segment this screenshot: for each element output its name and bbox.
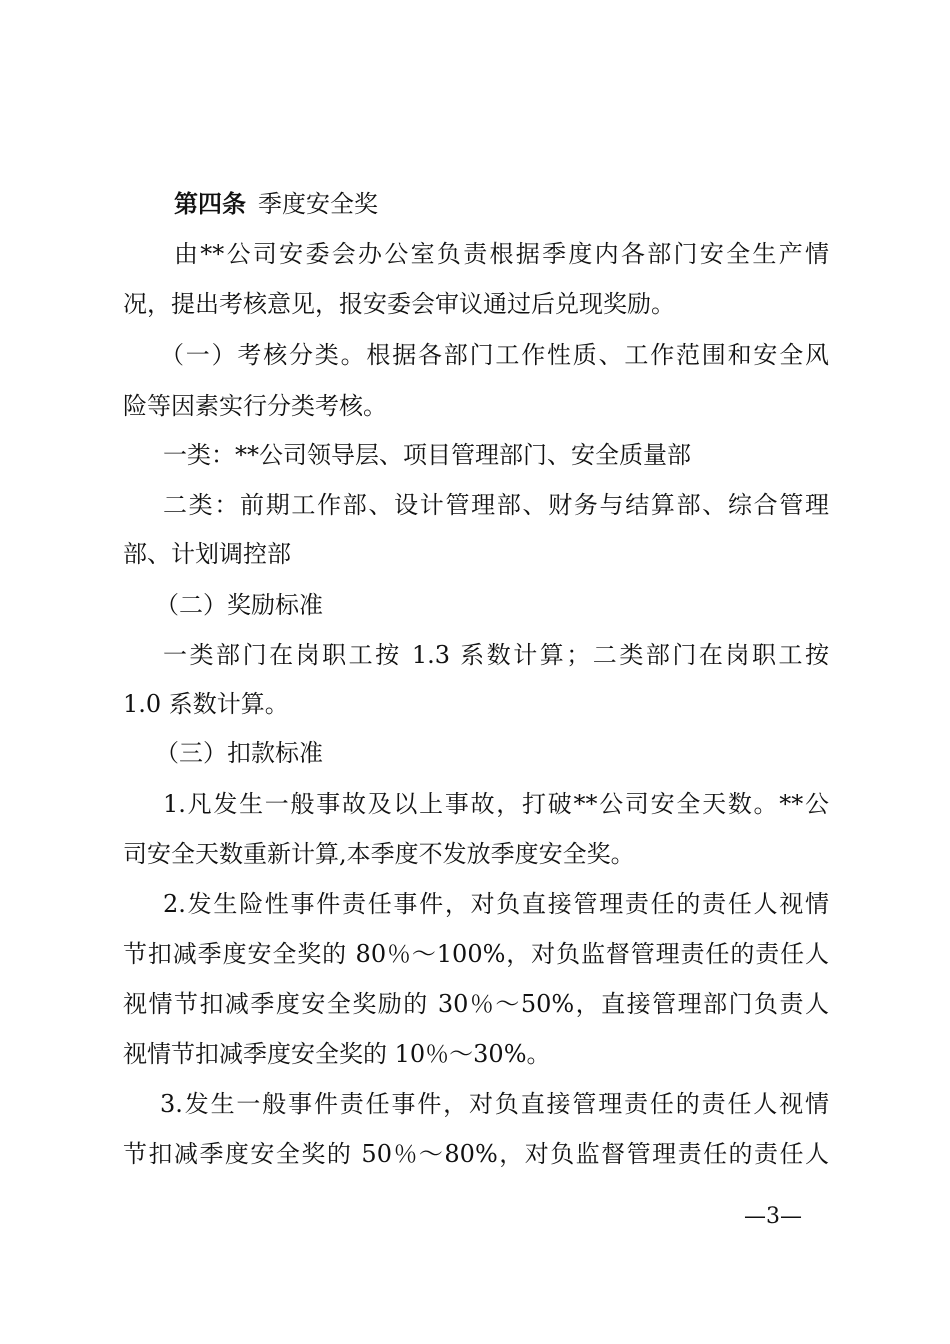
deduction-item-1-line-1: 1.凡发生一般事故及以上事故，打破**公司安全天数。**公 [163, 790, 829, 818]
paragraph-line-1: 由**公司安委会办公室负责根据季度内各部门安全生产情 [174, 240, 829, 268]
deduction-item-2-line-1: 2.发生险性事件责任事件，对负直接管理责任的责任人视情 [163, 890, 829, 918]
deduction-item-2-line-2: 节扣减季度安全奖的 80％～100%，对负监督管理责任的责任人 [123, 940, 829, 968]
reward-standard-line-1: 一类部门在岗职工按 1.3 系数计算；二类部门在岗职工按 [163, 641, 829, 669]
deduction-item-2-line-3: 视情节扣减季度安全奖励的 30％～50%，直接管理部门负责人 [123, 990, 829, 1018]
article-heading [174, 190, 378, 218]
deduction-item-1-line-2: 司安全天数重新计算,本季度不发放季度安全奖。 [123, 840, 635, 868]
deduction-item-3-line-1: 3.发生一般事件责任事件，对负直接管理责任的责任人视情 [160, 1090, 829, 1118]
deduction-item-2-line-4: 视情节扣减季度安全奖的 10％～30%。 [123, 1040, 551, 1068]
category-one-line: 一类：**公司领导层、项目管理部门、安全质量部 [163, 441, 691, 469]
article-title: 季度安全奖 [258, 190, 378, 218]
reward-standard-line-2: 1.0 系数计算。 [123, 690, 289, 718]
paragraph-line-2: 况，提出考核意见，报安委会审议通过后兑现奖励。 [123, 290, 675, 318]
section-two-heading: （二）奖励标准 [155, 591, 323, 619]
category-two-line-2: 部、计划调控部 [123, 540, 291, 568]
article-number: 第四条 [174, 190, 246, 218]
section-one-line-2: 险等因素实行分类考核。 [123, 392, 387, 420]
category-two-line-1: 二类：前期工作部、设计管理部、财务与结算部、综合管理 [163, 491, 829, 519]
page-number: —3— [744, 1204, 802, 1229]
deduction-item-3-line-2: 节扣减季度安全奖的 50％～80%，对负监督管理责任的责任人 [123, 1140, 829, 1168]
section-three-heading: （三）扣款标准 [155, 739, 323, 767]
section-one-line-1: （一）考核分类。根据各部门工作性质、工作范围和安全风 [160, 341, 829, 369]
